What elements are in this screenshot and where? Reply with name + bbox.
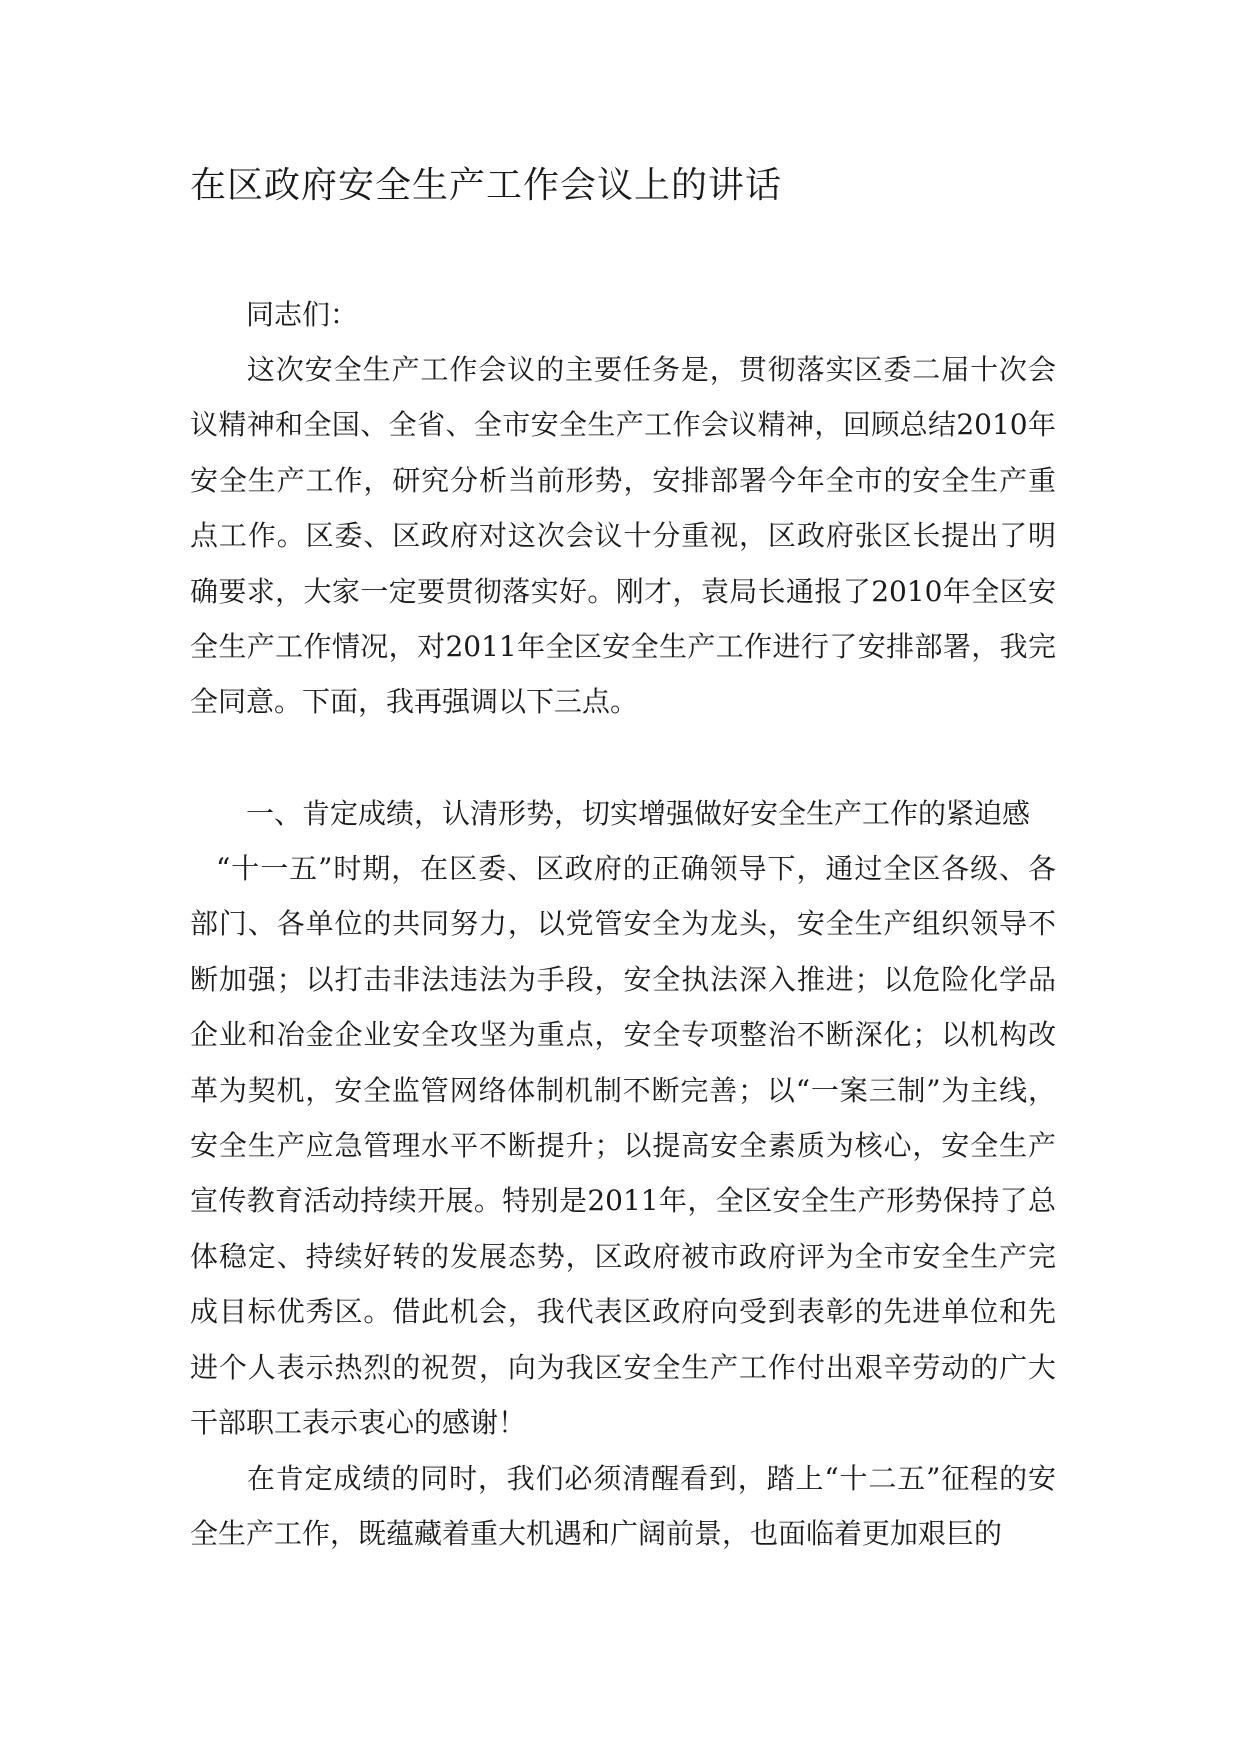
- achievements-text: “十一五”时期，在区委、区政府的正确领导下，通过全区各级、各部门、各单位的共同努力，以党管安全为龙头，安全生产组织领导不断加强；以打击非法违法为手段，安全执法深入推进；以危险化学品企业和冶金企业安全攻坚为重点，安全专项整治不断深化；以机构改革为契机，安全监管网络体制机制不断完善；以“一案三制”为主线，安全生产应急管理水平不断提升；以提高安全素质为核心，安全生产宣传教育活动持续开展。特别是2011年，全区安全生产形势保持了总体稳定、持续好转的发展态势，区政府被市政府评为全市安全生产完成目标优秀区。借此机会，我代表区政府向受到表彰的先进单位和先进个人表示热烈的祝贺，向为我区安全生产工作付出艰辛劳动的广大干部职工表示衷心的感谢！: [190, 852, 1056, 1440]
- section-1-heading: [190, 786, 1056, 841]
- document-title: 在区政府安全生产工作会议上的讲话: [190, 165, 783, 206]
- intro-text: 这次安全生产工作会议的主要任务是，贯彻落实区委二届十次会议精神和全国、全省、全市安全生产工作会议精神，回顾总结2010年安全生产工作，研究分析当前形势，安排部署今年全市的安全生产重点工作。区委、区政府对这次会议十分重视，区政府张区长提出了明确要求，大家一定要贯彻落实好。刚才，袁局长通报了2010年全区安全生产工作情况，对2011年全区安全生产工作进行了安排部署，我完全同意。下面，我再强调以下三点。: [190, 353, 1056, 719]
- achievements-paragraph: [190, 841, 1056, 1450]
- section-1-heading-text: 一、肯定成绩，认清形势，切实增强做好安全生产工作的紧迫感: [246, 797, 1031, 830]
- however-paragraph: [190, 1451, 1056, 1562]
- salutation-text: 同志们：: [246, 298, 359, 331]
- intro-paragraph: [190, 342, 1056, 730]
- salutation: [190, 287, 1056, 342]
- however-text: 在肯定成绩的同时，我们必须清醒看到，踏上“十二五”征程的安全生产工作，既蕴藏着重大机遇和广阔前景，也面临着更加艰巨的: [190, 1462, 1056, 1551]
